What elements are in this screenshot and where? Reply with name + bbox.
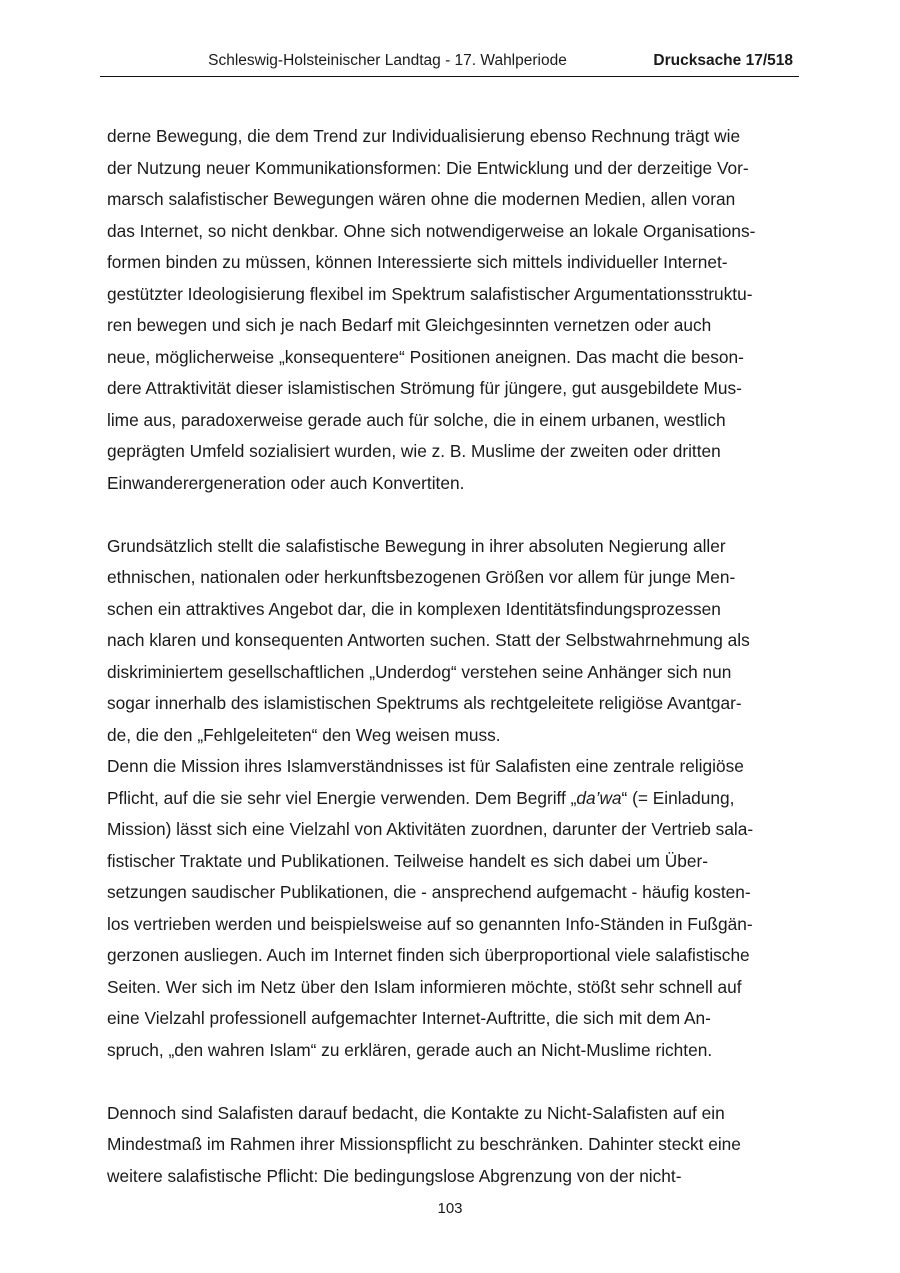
text-line: Einwanderergeneration oder auch Konvertiten. bbox=[107, 472, 465, 493]
emphasized-term: da’wa bbox=[576, 787, 622, 808]
text-line: Mission) lässt sich eine Vielzahl von Aktivitäten zuordnen, darunter der Vertrieb sala- bbox=[107, 819, 754, 839]
text-line: marsch salafistischer Bewegungen wären ohne die modernen Medien, allen voran bbox=[107, 189, 736, 209]
text-segment: Pflicht, auf die sie sehr viel Energie verwenden. Dem Begriff „ bbox=[107, 787, 577, 808]
text-line: schen ein attraktives Angebot dar, die in komplexen Identitätsfindungsprozessen bbox=[107, 598, 721, 619]
text-line: ethnischen, nationalen oder herkunftsbezogenen Größen vor allem für junge Men- bbox=[107, 567, 736, 587]
page-number: 103 bbox=[437, 1200, 463, 1217]
text-line: das Internet, so nicht denkbar. Ohne sich notwendigerweise an lokale Organisations- bbox=[107, 220, 756, 241]
text-line: dere Attraktivität dieser islamistischen Strömung für jüngere, gut ausgebildete Mus- bbox=[107, 378, 742, 398]
text-line: neue, möglicherweise „konsequentere“ Positionen aneignen. Das macht die beson- bbox=[107, 346, 744, 367]
text-line: Mindestmaß im Rahmen ihrer Missionspflicht zu beschränken. Dahinter steckt eine bbox=[107, 1134, 741, 1154]
text-line: ren bewegen und sich je nach Bedarf mit Gleichgesinnten vernetzen oder auch bbox=[107, 315, 712, 335]
text-line: Dennoch sind Salafisten darauf bedacht, die Kontakte zu Nicht-Salafisten auf ein bbox=[107, 1102, 725, 1123]
paragraph bbox=[107, 1098, 807, 1193]
text-line: Seiten. Wer sich im Netz über den Islam informieren möchte, stößt sehr schnell auf bbox=[107, 976, 742, 997]
text-line: de, die den „Fehlgeleiteten“ den Weg weisen muss. bbox=[107, 724, 501, 745]
text-line: setzungen saudischer Publikationen, die - ansprechend aufgemacht - häufig kosten- bbox=[107, 882, 751, 902]
text-line: weitere salafistische Pflicht: Die bedingungslose Abgrenzung von der nicht- bbox=[107, 1165, 682, 1186]
paragraph bbox=[107, 531, 807, 752]
text-segment: “ (= Einladung, bbox=[621, 787, 735, 808]
text-line: los vertrieben werden und beispielsweise auf so genannten Info-Ständen in Fußgän- bbox=[107, 913, 753, 934]
text-line: diskriminiertem gesellschaftlichen „Underdog“ verstehen seine Anhänger sich nun bbox=[107, 661, 732, 682]
text-line: Grundsätzlich stellt die salafistische Bewegung in ihrer absoluten Negierung aller bbox=[107, 535, 726, 556]
document-reference: Drucksache 17/518 bbox=[653, 52, 793, 69]
header-title: Schleswig-Holsteinischer Landtag - 17. Wahlperiode bbox=[208, 52, 567, 69]
text-line: formen binden zu müssen, können Interessierte sich mittels individueller Internet- bbox=[107, 252, 728, 272]
text-line: eine Vielzahl professionell aufgemachter Internet-Auftritte, die sich mit dem An- bbox=[107, 1008, 711, 1028]
text-line: gestützter Ideologisierung flexibel im Spektrum salafistischer Argumentationsstruktu- bbox=[107, 283, 753, 304]
text-line: geprägten Umfeld sozialisiert wurden, wie z. B. Muslime der zweiten oder dritten bbox=[107, 441, 721, 461]
text-line: sogar innerhalb des islamistischen Spektrums als rechtgeleitete religiöse Avantgar- bbox=[107, 693, 742, 713]
text-line: spruch, „den wahren Islam“ zu erklären, gerade auch an Nicht-Muslime richten. bbox=[107, 1039, 713, 1060]
paragraph bbox=[107, 121, 807, 499]
text-line: gerzonen ausliegen. Auch im Internet finden sich überproportional viele salafistische bbox=[107, 945, 750, 965]
text-line: nach klaren und konsequenten Antworten suchen. Statt der Selbstwahrnehmung als bbox=[107, 630, 750, 650]
text-line: der Nutzung neuer Kommunikationsformen: Die Entwicklung und der derzeitige Vor- bbox=[107, 157, 749, 178]
text-line-dawa bbox=[107, 783, 807, 815]
text-line: Denn die Mission ihres Islamverständnisses ist für Salafisten eine zentrale religiöse bbox=[107, 756, 744, 776]
text-line: derne Bewegung, die dem Trend zur Individualisierung ebenso Rechnung trägt wie bbox=[107, 126, 741, 146]
text-line: fistischer Traktate und Publikationen. Teilweise handelt es sich dabei um Über- bbox=[107, 850, 709, 871]
text-line: lime aus, paradoxerweise gerade auch für solche, die in einem urbanen, westlich bbox=[107, 409, 726, 430]
paragraph bbox=[107, 751, 807, 1066]
page-header bbox=[100, 52, 799, 77]
body-text bbox=[107, 121, 807, 1192]
